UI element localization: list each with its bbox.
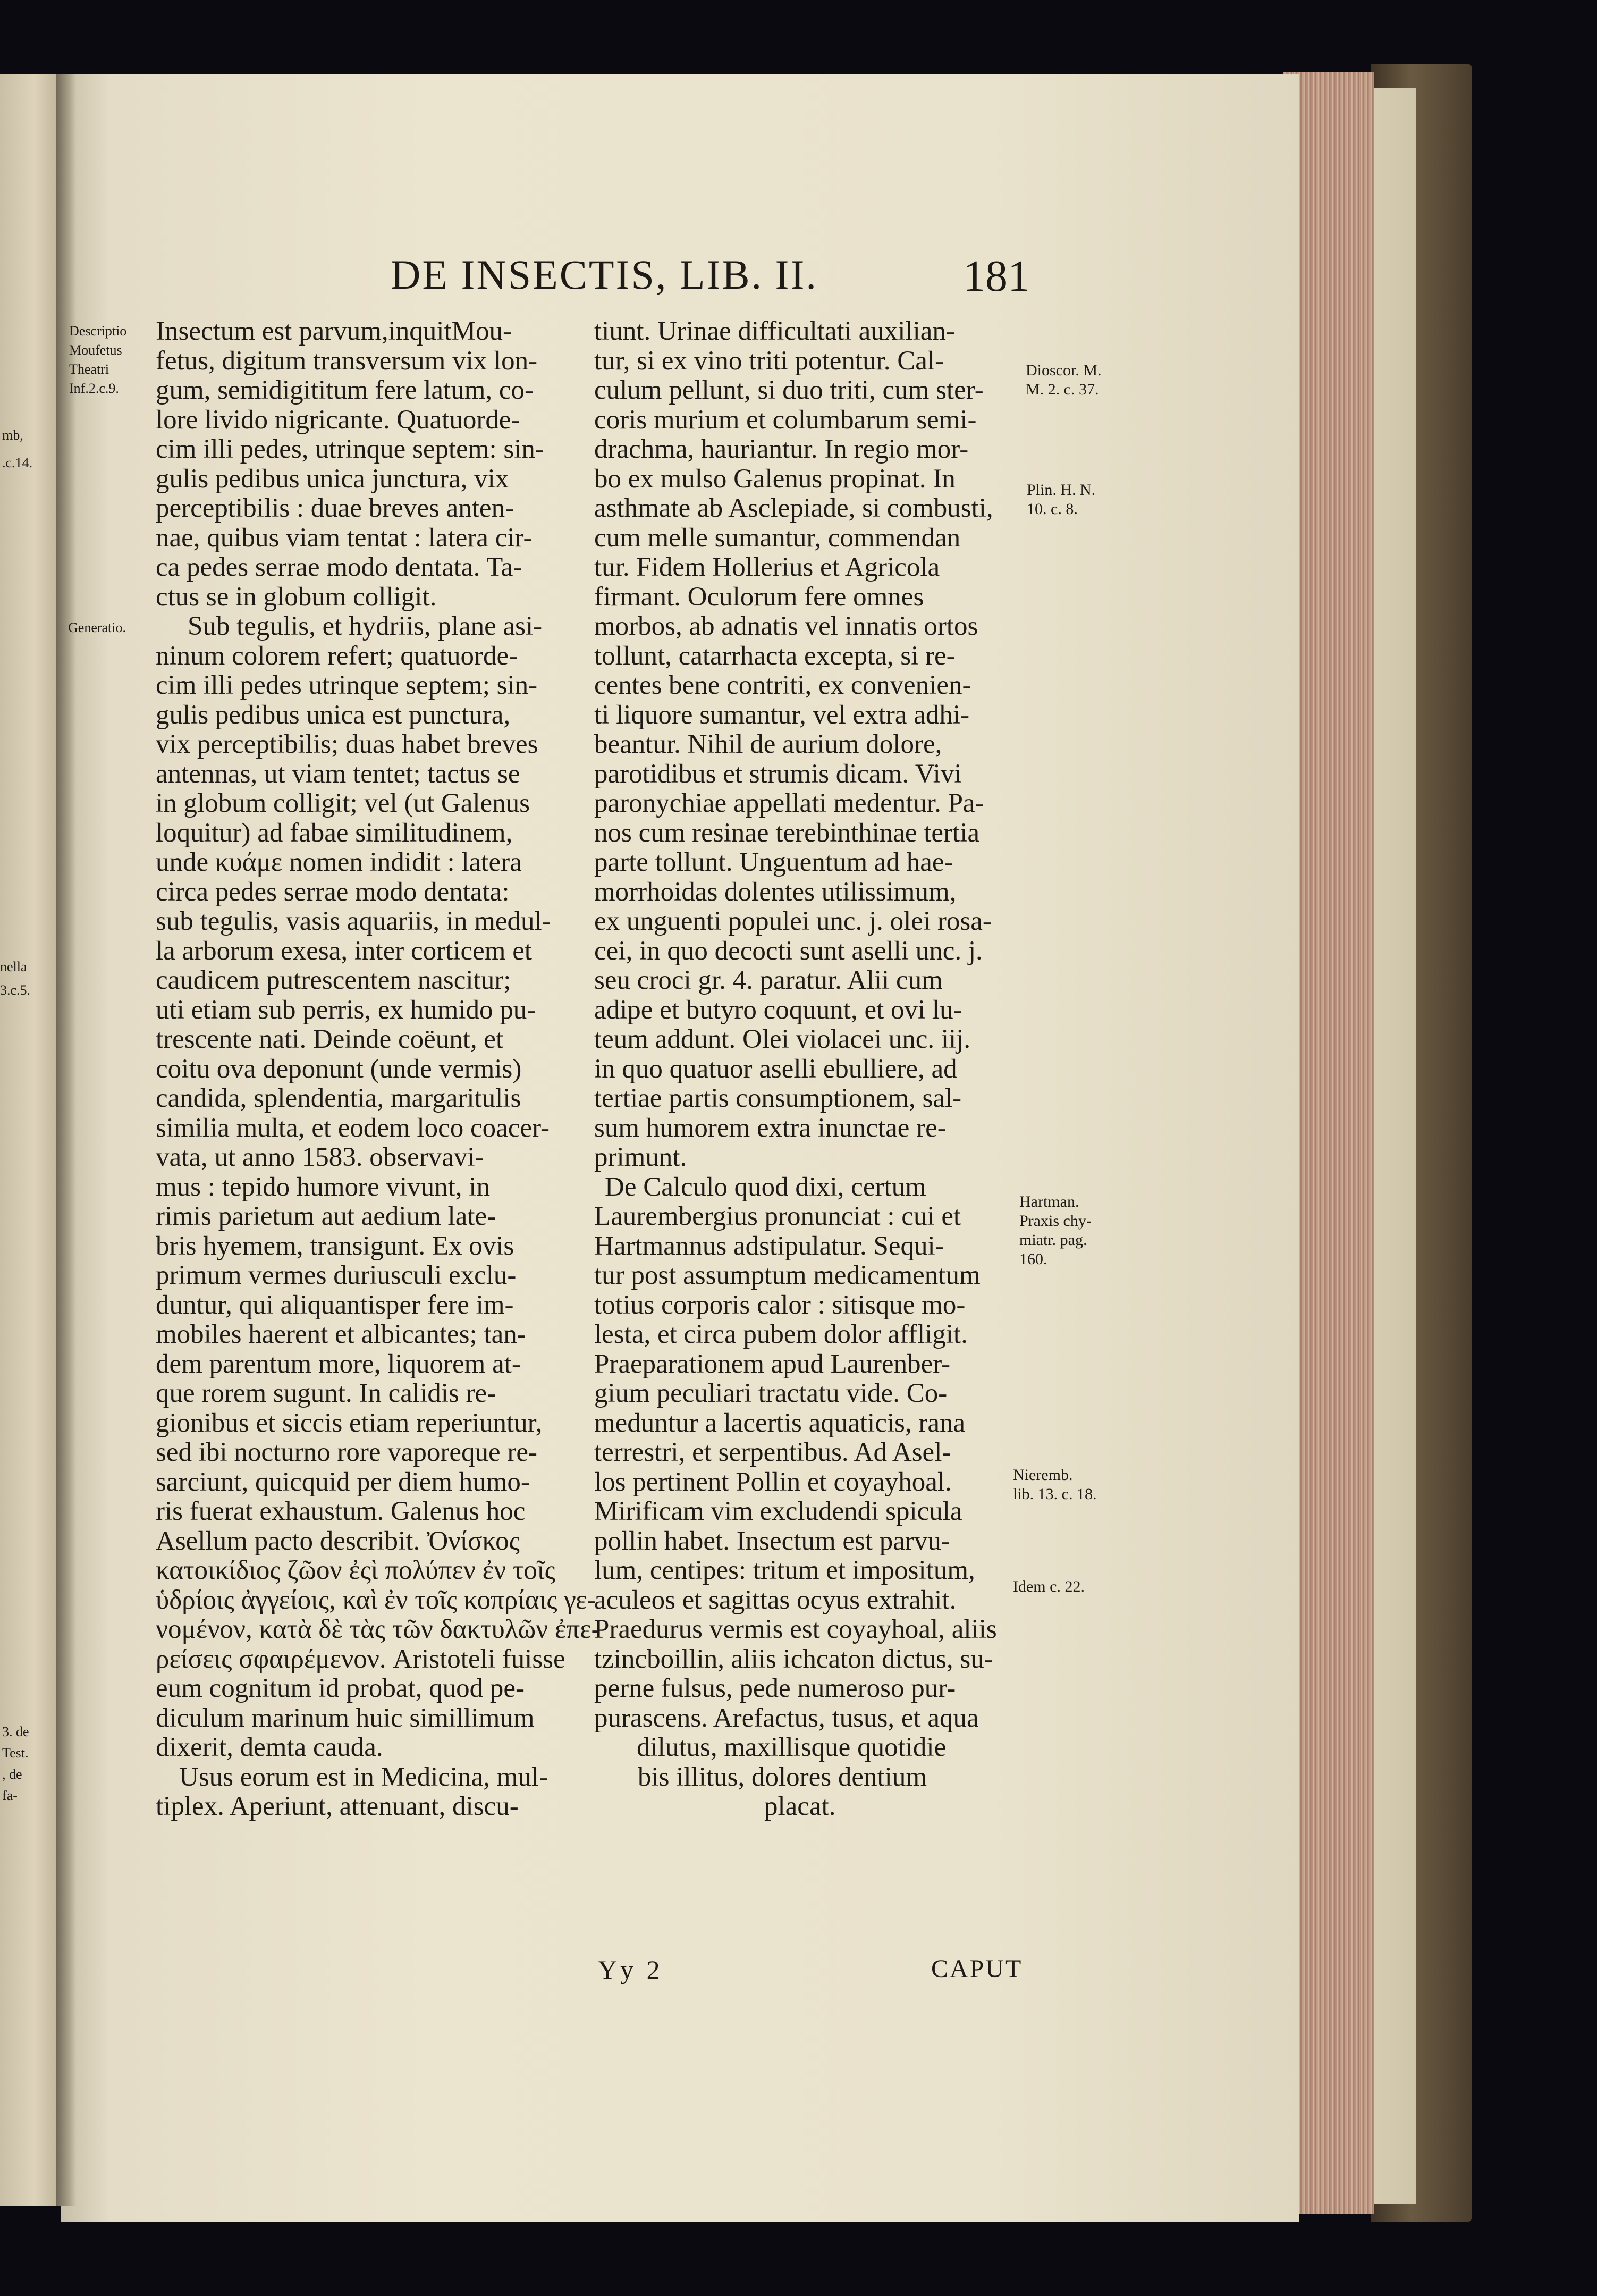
text-line: que rorem sugunt. In calidis re- <box>156 1378 496 1408</box>
text-line: culum pellunt, si duo triti, cum ster- <box>594 375 984 405</box>
text-line: morbos, ab adnatis vel innatis ortos <box>594 611 978 641</box>
text-line: la arborum exesa, inter corticem et <box>156 936 532 966</box>
text-line: duntur, qui aliquantisper fere im- <box>156 1290 514 1320</box>
text-line: adipe et butyro coquunt, et ovi lu- <box>594 995 962 1025</box>
margin-note-line: Generatio. <box>68 620 126 635</box>
text-line: mus : tepido humore vivunt, in <box>156 1172 490 1202</box>
text-line: diculum marinum huic simillimum <box>156 1703 535 1733</box>
text-line: bis illitus, dolores dentium <box>638 1762 927 1792</box>
text-line: paronychiae appellati medentur. Pa- <box>594 788 984 818</box>
margin-note-line: Theatri <box>69 361 109 377</box>
fragment-text: fa- <box>2 1788 18 1803</box>
text-line: nos cum resinae terebinthinae tertia <box>594 818 980 848</box>
text-line: cei, in quo decocti sunt aselli unc. j. <box>594 936 983 966</box>
text-line: primunt. <box>594 1142 687 1172</box>
text-line: gum, semidigititum fere latum, co- <box>156 375 534 405</box>
text-line: tiplex. Aperiunt, attenuant, discu- <box>156 1792 519 1821</box>
text-line: cim illi pedes utrinque septem; sin- <box>156 670 538 700</box>
text-line: similia multa, et eodem loco coacer- <box>156 1113 550 1143</box>
text-line: ὑδρίοις ἀγγείοις, καὶ ἐν τοῖς κοπρίαις γε- <box>156 1585 596 1615</box>
text-line: coitu ova deponunt (unde vermis) <box>156 1054 522 1084</box>
text-line: lesta, et circa pubem dolor affligit. <box>594 1319 968 1349</box>
text-line: mobiles haerent et albicantes; tan- <box>156 1319 526 1349</box>
text-line: trescente nati. Deinde coëunt, et <box>156 1024 504 1054</box>
fragment-text: nella <box>0 959 27 974</box>
margin-note-line: 160. <box>1019 1250 1047 1268</box>
text-line: dixerit, demta cauda. <box>156 1732 383 1762</box>
text-line: sarciunt, quicquid per diem humo- <box>156 1467 530 1497</box>
signature-mark: Yy 2 <box>598 1955 663 1984</box>
text-line: perceptibilis : duae breves anten- <box>156 493 514 523</box>
text-line: bris hyemem, transigunt. Ex ovis <box>156 1231 514 1261</box>
text-line: Usus eorum est in Medicina, mul- <box>179 1762 548 1792</box>
text-line: loquitur) ad fabae similitudinem, <box>156 818 513 848</box>
text-line: Insectum est parvum,inquitMou- <box>156 316 512 346</box>
text-line: ca pedes serrae modo dentata. Ta- <box>156 552 522 582</box>
margin-note-line: lib. 13. c. 18. <box>1013 1485 1097 1503</box>
text-line: purascens. Arefactus, tusus, et aqua <box>594 1703 979 1733</box>
text-line: tollunt, catarrhacta excepta, si re- <box>594 641 956 671</box>
text-line: ti liquore sumantur, vel extra adhi- <box>594 700 970 730</box>
text-line: tzincboillin, aliis ichcaton dictus, su- <box>594 1644 993 1674</box>
text-line: Asellum pacto describit. Ὀνίσκος <box>156 1526 520 1556</box>
text-line: ρείσεις σφαιρέμενον. Aristoteli fuisse <box>156 1644 565 1674</box>
margin-note-line: Dioscor. M. <box>1026 361 1102 379</box>
text-line: eum cognitum id probat, quod pe- <box>156 1673 525 1703</box>
text-line: coris murium et columbarum semi- <box>594 405 977 435</box>
text-line: sed ibi nocturno rore vaporeque re- <box>156 1437 537 1467</box>
text-line: κατοικίδιος ζῶον ἐςὶ πολύπεν ἐν τοῖς <box>156 1555 555 1585</box>
text-line: morrhoidas dolentes utilissimum, <box>594 877 957 907</box>
text-line: terrestri, et serpentibus. Ad Asel- <box>594 1437 951 1467</box>
text-line: tur post assumptum medicamentum <box>594 1260 981 1290</box>
text-line: Praedurus vermis est coyayhoal, aliis <box>594 1614 997 1644</box>
fragment-text: 3.c.5. <box>0 982 31 998</box>
text-line: caudicem putrescentem nascitur; <box>156 965 511 995</box>
fragment-text: , de <box>2 1767 22 1782</box>
text-line: tiunt. Urinae difficultati auxilian- <box>594 316 955 346</box>
text-line: cim illi pedes, utrinque septem: sin- <box>156 434 544 464</box>
margin-note-line: Nieremb. <box>1013 1466 1073 1484</box>
text-line: Mirificam vim excludendi spicula <box>594 1496 962 1526</box>
margin-note-line: Plin. H. N. <box>1027 481 1096 499</box>
text-line: ninum colorem refert; quatuorde- <box>156 641 518 671</box>
text-line: perne fulsus, pede numeroso pur- <box>594 1673 956 1703</box>
margin-note-line: 10. c. 8. <box>1027 500 1078 518</box>
page-number: 181 <box>963 251 1030 301</box>
text-line: Sub tegulis, et hydriis, plane asi- <box>188 611 543 641</box>
text-line: circa pedes serrae modo dentata: <box>156 877 510 907</box>
fragment-text: .c.14. <box>2 455 33 470</box>
text-line: lum, centipes: tritum et impositum, <box>594 1555 975 1585</box>
text-line: νομένον, κατὰ δὲ τὰς τῶν δακτυλῶν ἐπε- <box>156 1614 601 1644</box>
text-line: Praeparationem apud Laurenber- <box>594 1349 951 1379</box>
text-line: uti etiam sub perris, ex humido pu- <box>156 995 536 1025</box>
margin-note-line: Idem c. 22. <box>1013 1578 1085 1595</box>
text-line: sum humorem extra inunctae re- <box>594 1113 947 1143</box>
catchword: CAPUT <box>931 1955 1023 1983</box>
margin-note-line: Hartman. <box>1019 1193 1079 1210</box>
text-line: rimis parietum aut aedium late- <box>156 1201 496 1231</box>
text-line: tur. Fidem Hollerius et Agricola <box>594 552 940 582</box>
margin-note-line: Descriptio <box>69 323 127 339</box>
text-line: candida, splendentia, margaritulis <box>156 1083 521 1113</box>
text-line: fetus, digitum transversum vix lon- <box>156 346 538 376</box>
text-line: asthmate ab Asclepiade, si combusti, <box>594 493 993 523</box>
text-line: ctus se in globum colligit. <box>156 582 437 612</box>
text-line: seu croci gr. 4. paratur. Alii cum <box>594 965 943 995</box>
text-line: in globum colligit; vel (ut Galenus <box>156 788 530 818</box>
text-line: aculeos et sagittas ocyus extrahit. <box>594 1585 957 1615</box>
fragment-text: mb, <box>2 427 23 443</box>
text-line: in quo quatuor aselli ebulliere, ad <box>594 1054 957 1084</box>
text-line: Laurembergius pronunciat : cui et <box>594 1201 961 1231</box>
text-line: vix perceptibilis; duas habet breves <box>156 729 538 759</box>
text-line: teum addunt. Olei violacei unc. iij. <box>594 1024 971 1054</box>
text-line: drachma, hauriantur. In regio mor- <box>594 434 969 464</box>
text-line: Hartmannus adstipulatur. Sequi- <box>594 1231 944 1261</box>
text-line: dilutus, maxillisque quotidie <box>637 1732 947 1762</box>
text-line: gium peculiari tractatu vide. Co- <box>594 1378 948 1408</box>
text-line: meduntur a lacertis aquaticis, rana <box>594 1408 966 1438</box>
text-line: bo ex mulso Galenus propinat. In <box>594 464 956 494</box>
text-line: dem parentum more, liquorem at- <box>156 1349 521 1379</box>
text-line: totius corporis calor : sitisque mo- <box>594 1290 966 1320</box>
text-line: los pertinent Pollin et coyayhoal. <box>594 1467 952 1497</box>
text-line: nae, quibus viam tentat : latera cir- <box>156 523 533 553</box>
text-line: lore livido nigricante. Quatuorde- <box>156 405 520 435</box>
text-line: tertiae partis consumptionem, sal- <box>594 1083 962 1113</box>
text-line: cum melle sumantur, commendan <box>594 523 961 553</box>
margin-note-line: Moufetus <box>69 342 122 358</box>
text-line: vata, ut anno 1583. observavi- <box>156 1142 484 1172</box>
text-line: parotidibus et strumis dicam. Vivi <box>594 759 962 789</box>
text-line: gulis pedibus unica junctura, vix <box>156 464 509 494</box>
text-line: antennas, ut viam tentet; tactus se <box>156 759 520 789</box>
text-line: unde κυάμε nomen indidit : latera <box>156 847 522 877</box>
text-line: firmant. Oculorum fere omnes <box>594 582 924 612</box>
margin-note-line: miatr. pag. <box>1019 1231 1087 1249</box>
fragment-text: Test. <box>2 1745 29 1761</box>
fragment-text: 3. de <box>2 1724 29 1739</box>
text-line: gionibus et siccis etiam reperiuntur, <box>156 1408 543 1438</box>
text-line: De Calculo quod dixi, certum <box>605 1172 926 1202</box>
text-line: sub tegulis, vasis aquariis, in medul- <box>156 906 551 936</box>
text-line: placat. <box>764 1792 836 1821</box>
text-line: primum vermes duriusculi exclu- <box>156 1260 517 1290</box>
text-line: ex unguenti populei unc. j. olei rosa- <box>594 906 992 936</box>
margin-note-line: Inf.2.c.9. <box>69 381 119 396</box>
text-line: parte tollunt. Unguentum ad hae- <box>594 847 953 877</box>
text-line: centes bene contriti, ex convenien- <box>594 670 971 700</box>
text-line: pollin habet. Insectum est parvu- <box>594 1526 950 1556</box>
margin-note-line: Praxis chy- <box>1019 1212 1092 1230</box>
running-title: DE INSECTIS, LIB. II. <box>391 251 818 298</box>
text-line: tur, si ex vino triti potentur. Cal- <box>594 346 944 376</box>
text-line: beantur. Nihil de aurium dolore, <box>594 729 942 759</box>
text-line: ris fuerat exhaustum. Galenus hoc <box>156 1496 526 1526</box>
text-line: gulis pedibus unica est punctura, <box>156 700 511 730</box>
back-cover-inner-edge <box>1368 88 1416 2204</box>
margin-note-line: M. 2. c. 37. <box>1026 381 1099 398</box>
